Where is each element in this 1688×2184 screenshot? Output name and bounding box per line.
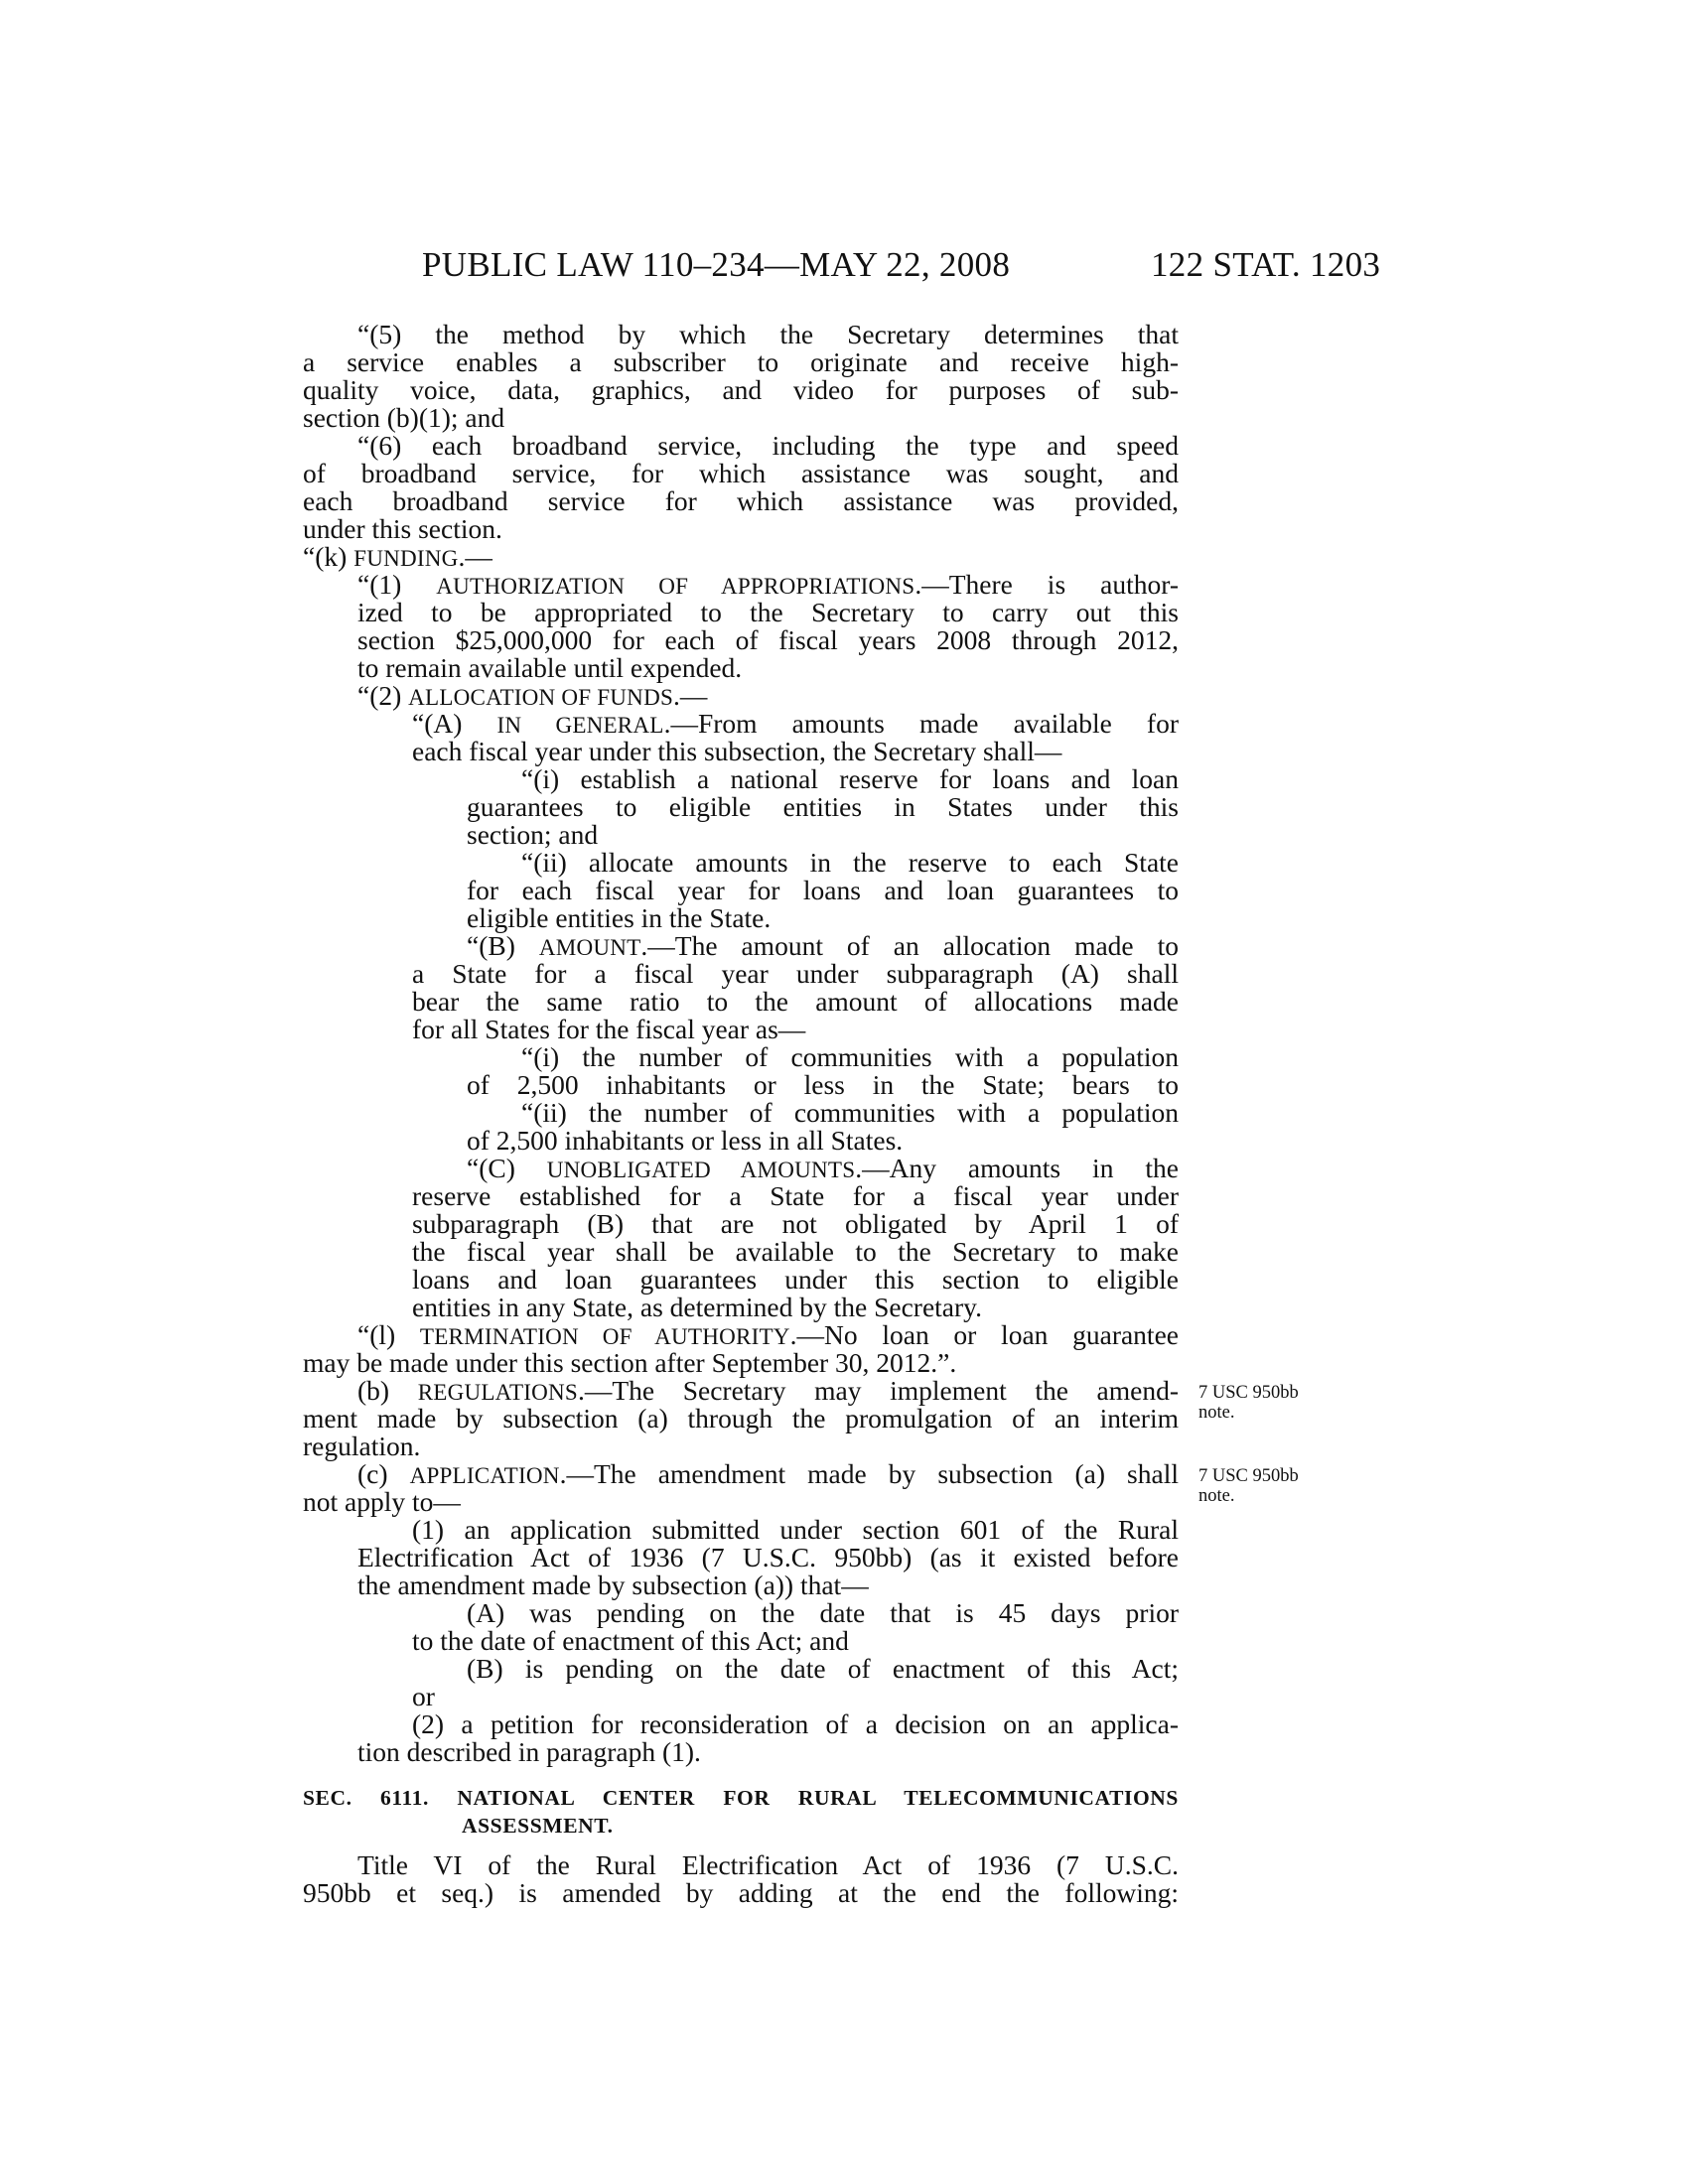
text-line: “(6) each broadband service, including the type and speed [357, 430, 1179, 461]
text-line: guarantees to eligible entities in States under this [467, 791, 1179, 822]
subsection-heading: “(l) TERMINATION OF AUTHORITY.—No loan or loan guarantee [357, 1319, 1179, 1350]
subparagraph-heading: “(C) UNOBLIGATED AMOUNTS.—Any amounts in the [467, 1153, 1179, 1183]
margin-note-line: 7 USC 950bb [1198, 1466, 1299, 1486]
text-line: tion described in paragraph (1). [357, 1736, 701, 1767]
text-line: “(i) the number of communities with a population [521, 1041, 1179, 1072]
text-line: a service enables a subscriber to originate and receive high- [303, 346, 1179, 377]
text-line: “(5) the method by which the Secretary determines that [357, 319, 1179, 349]
text-line: section; and [467, 819, 599, 850]
text-line: under this section. [303, 513, 502, 544]
running-header-title: PUBLIC LAW 110–234—MAY 22, 2008 [422, 245, 1011, 284]
text-line: (A) was pending on the date that is 45 days prior [467, 1597, 1179, 1628]
text-line: quality voice, data, graphics, and video for purposes of sub- [303, 374, 1179, 405]
text-line: eligible entities in the State. [467, 902, 772, 933]
subsection-heading: (b) REGULATIONS.—The Secretary may implement the amend- [357, 1375, 1179, 1406]
subsection-heading: “(k) FUNDING.— [303, 541, 492, 572]
text-line: regulation. [303, 1431, 421, 1461]
text-line: of broadband service, for which assistance was sought, and [303, 458, 1179, 488]
paragraph-heading: “(1) AUTHORIZATION OF APPROPRIATIONS.—There is author- [357, 569, 1180, 600]
text-line: entities in any State, as determined by the Secretary. [412, 1292, 982, 1322]
text-line: reserve established for a State for a fiscal year under [412, 1180, 1179, 1211]
text-line: of 2,500 inhabitants or less in all States. [467, 1125, 904, 1156]
page-number: 122 STAT. 1203 [1151, 245, 1381, 284]
text-line: may be made under this section after September 30, 2012.”. [303, 1347, 957, 1378]
text-line: of 2,500 inhabitants or less in the State; bears to [467, 1069, 1179, 1100]
text-line: a State for a fiscal year under subparagraph (A) shall [412, 958, 1179, 989]
text-line: for each fiscal year for loans and loan guarantees to [467, 875, 1179, 905]
text-line: “(ii) allocate amounts in the reserve to each State [521, 847, 1179, 878]
text-line: subparagraph (B) that are not obligated by April 1 of [412, 1208, 1179, 1239]
text-line: to remain available until expended. [357, 652, 743, 683]
text-line: the amendment made by subsection (a)) that— [357, 1570, 869, 1600]
text-line: the fiscal year shall be available to the Secretary to make [412, 1236, 1179, 1267]
subparagraph-heading: “(B) AMOUNT.—The amount of an allocation made to [467, 930, 1179, 961]
subparagraph-heading: “(A) IN GENERAL.—From amounts made available for [412, 708, 1179, 739]
margin-note-citation [1198, 1466, 1299, 1506]
text-line: section $25,000,000 for each of fiscal years 2008 through 2012, [357, 624, 1179, 655]
text-line: loans and loan guarantees under this section to eligible [412, 1264, 1179, 1295]
text-line: ized to be appropriated to the Secretary to carry out this [357, 597, 1179, 627]
text-line: “(i) establish a national reserve for loans and loan [521, 763, 1179, 794]
text-line: bear the same ratio to the amount of allocations made [412, 986, 1179, 1017]
text-line: ment made by subsection (a) through the promulgation of an interim [303, 1403, 1179, 1433]
text-line: each broadband service for which assistance was provided, [303, 485, 1179, 516]
paragraph-heading: “(2) ALLOCATION OF FUNDS.— [357, 680, 708, 711]
text-line: each fiscal year under this subsection, the Secretary shall— [412, 736, 1062, 766]
text-line: or [412, 1681, 435, 1711]
section-title-continued: ASSESSMENT. [462, 1814, 614, 1838]
margin-note-line: note. [1198, 1403, 1235, 1423]
text-line: 950bb et seq.) is amended by adding at the end the following: [303, 1877, 1179, 1908]
text-line: for all States for the fiscal year as— [412, 1014, 806, 1044]
text-line: (B) is pending on the date of enactment of this Act; [467, 1653, 1179, 1684]
text-line: (1) an application submitted under section 601 of the Rural [412, 1514, 1179, 1545]
text-line: Title VI of the Rural Electrification Act of 1936 (7 U.S.C. [357, 1849, 1179, 1880]
margin-note-citation [1198, 1383, 1299, 1423]
text-line: section (b)(1); and [303, 402, 505, 433]
margin-note-line: note. [1198, 1486, 1235, 1506]
text-line: (2) a petition for reconsideration of a decision on an applica- [412, 1708, 1179, 1739]
text-line: “(ii) the number of communities with a population [521, 1097, 1179, 1128]
text-line: Electrification Act of 1936 (7 U.S.C. 950bb) (as it existed before [357, 1542, 1179, 1572]
section-title: SEC. 6111. NATIONAL CENTER FOR RURAL TELECOMMUNICATIONS [303, 1786, 1179, 1810]
text-line: to the date of enactment of this Act; and [412, 1625, 849, 1656]
text-line: not apply to— [303, 1486, 461, 1517]
margin-note-line: 7 USC 950bb [1198, 1383, 1299, 1403]
subsection-heading: (c) APPLICATION.—The amendment made by subsection (a) shall [357, 1458, 1179, 1489]
